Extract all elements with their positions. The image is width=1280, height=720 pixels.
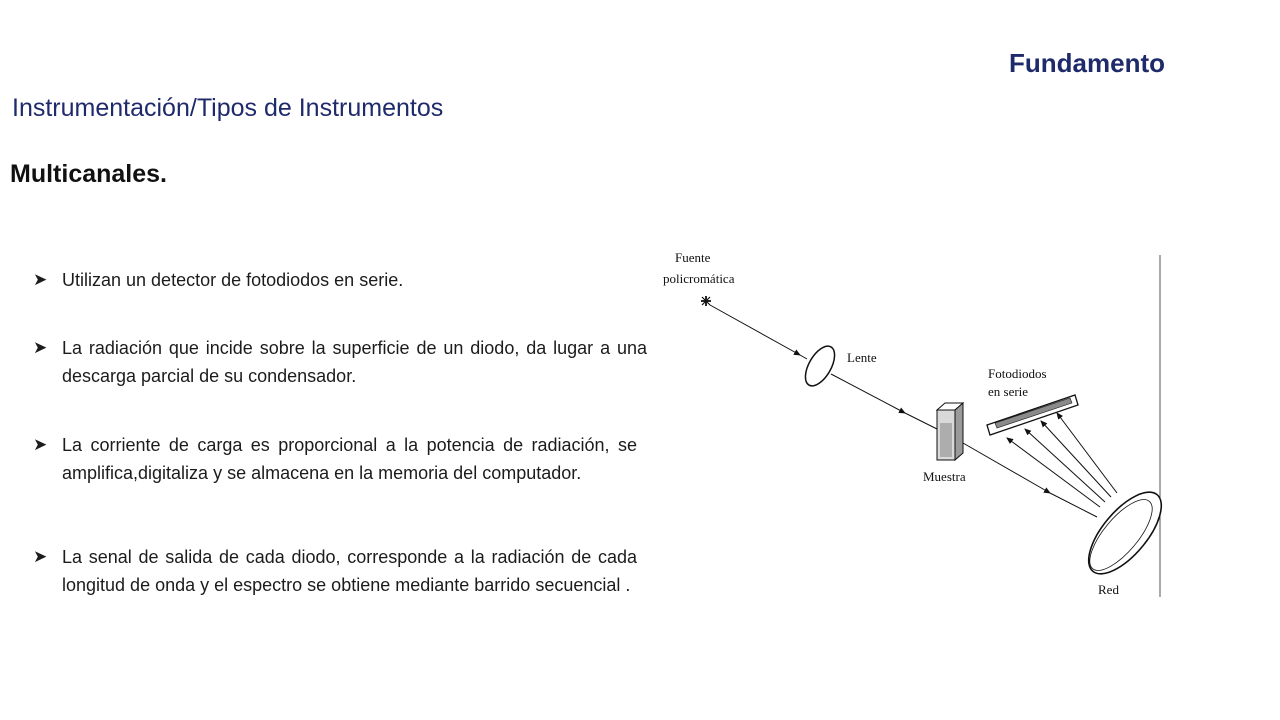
label-sample: Muestra	[923, 469, 966, 484]
label-lens: Lente	[847, 350, 877, 365]
dispersed-ray	[1007, 438, 1100, 507]
diagram-svg	[655, 245, 1165, 610]
sample-cuvette-icon	[937, 403, 963, 460]
dispersed-ray	[1041, 421, 1111, 497]
multichannel-diagram	[655, 245, 1165, 610]
label-source-1: Fuente	[675, 250, 711, 265]
dispersed-ray	[1057, 413, 1117, 493]
label-photodiodes-1: Fotodiodos	[988, 366, 1047, 381]
bullet-item	[33, 266, 647, 294]
lens-icon	[799, 341, 840, 390]
bullet-text: La radiación que incide sobre la superficie de un diodo, da lugar a una descarga parcial de su condensador.	[62, 338, 647, 386]
arrow-bullet-icon: ➤	[33, 547, 48, 566]
bullet-item	[33, 543, 637, 599]
section-title: Instrumentación/Tipos de Instrumentos	[12, 94, 444, 122]
bullet-text: La corriente de carga es proporcional a la potencia de radiación, se amplifica,digitaliza y se almacena en la memoria del computador.	[62, 435, 637, 483]
bullet-item	[33, 334, 647, 390]
beam-segment	[831, 374, 905, 413]
label-source-2: policromática	[663, 271, 735, 286]
arrow-bullet-icon: ➤	[33, 338, 48, 357]
bullet-item	[33, 431, 637, 487]
beam-segment	[710, 305, 800, 355]
photodiode-array-icon	[987, 395, 1078, 435]
corner-title: Fundamento	[1009, 48, 1165, 78]
arrow-bullet-icon: ➤	[33, 435, 48, 454]
label-grating: Red	[1098, 582, 1119, 597]
dispersed-ray	[1025, 429, 1105, 502]
bullet-text: Utilizan un detector de fotodiodos en serie.	[62, 270, 404, 290]
source-star-icon	[701, 296, 711, 306]
grating-icon	[1076, 481, 1165, 586]
arrow-bullet-icon: ➤	[33, 270, 48, 289]
slide-heading: Multicanales.	[10, 160, 167, 188]
beam-segment	[963, 443, 1050, 493]
label-photodiodes-2: en serie	[988, 384, 1029, 399]
bullet-text: La senal de salida de cada diodo, corresponde a la radiación de cada longitud de onda y el espectro se obtiene mediante barrido secuencial .	[62, 547, 637, 595]
